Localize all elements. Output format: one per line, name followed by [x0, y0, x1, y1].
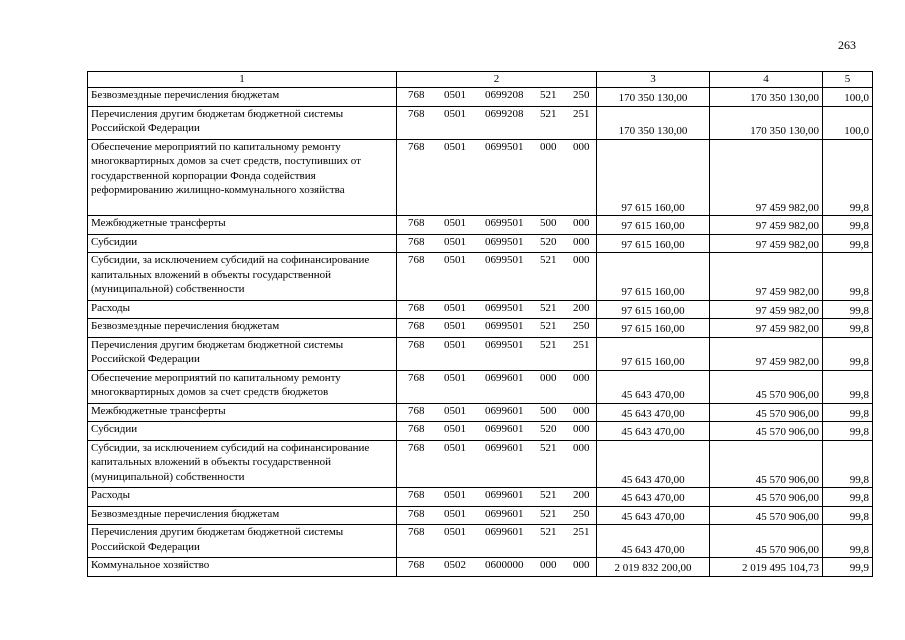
- table-row: [88, 88, 873, 107]
- code-type: 521: [540, 526, 557, 538]
- row-name: Обеспечение мероприятий по капитальному ремонту многоквартирных домов за счет средств, поступивших от государственной корпорации Фонда содействия реформированию жилищно-коммунального хозяйства: [88, 139, 397, 216]
- row-value-actual: 170 350 130,00: [710, 106, 823, 139]
- header-col-2: 2: [397, 72, 597, 88]
- row-name: Расходы: [88, 300, 397, 319]
- row-value-actual: 45 570 906,00: [710, 506, 823, 525]
- code-department: 768: [408, 254, 425, 266]
- code-section: 0501: [444, 254, 466, 266]
- table-row: [88, 525, 873, 558]
- code-section: 0502: [444, 559, 466, 571]
- header-col-4: 4: [710, 72, 823, 88]
- code-section: 0501: [444, 217, 466, 229]
- row-value-actual: 45 570 906,00: [710, 370, 823, 403]
- row-value-percent: 99,8: [823, 403, 873, 422]
- code-target: 0699601: [485, 404, 524, 417]
- code-type: 521: [540, 301, 557, 314]
- row-name: Расходы: [88, 488, 397, 507]
- code-type: 521: [540, 107, 557, 120]
- code-department: 768: [408, 371, 425, 384]
- row-value-percent: 99,8: [823, 525, 873, 558]
- table-row: [88, 506, 873, 525]
- row-codes: [397, 403, 597, 422]
- code-section: 0501: [444, 526, 466, 538]
- row-codes: [397, 88, 597, 107]
- code-kosgu: 000: [573, 254, 590, 266]
- row-value-actual: 45 570 906,00: [710, 422, 823, 441]
- header-col-5: 5: [823, 72, 873, 88]
- table-row: [88, 337, 873, 370]
- code-department: 768: [408, 338, 425, 351]
- code-department: 768: [408, 559, 425, 571]
- code-department: 768: [408, 423, 425, 435]
- code-kosgu: 000: [573, 140, 590, 153]
- row-value-plan: 97 615 160,00: [597, 300, 710, 319]
- code-section: 0501: [444, 320, 466, 332]
- code-department: 768: [408, 489, 425, 501]
- code-type: 500: [540, 404, 557, 417]
- code-target: 0699501: [485, 254, 524, 266]
- table-row: [88, 216, 873, 235]
- row-value-plan: 97 615 160,00: [597, 319, 710, 338]
- row-value-percent: 99,8: [823, 506, 873, 525]
- row-value-actual: 45 570 906,00: [710, 440, 823, 488]
- row-value-plan: 2 019 832 200,00: [597, 558, 710, 577]
- code-target: 0699501: [485, 140, 524, 153]
- row-value-plan: 97 615 160,00: [597, 253, 710, 301]
- code-type: 521: [540, 89, 557, 101]
- code-kosgu: 000: [573, 371, 590, 384]
- code-type: 521: [540, 254, 557, 266]
- code-type: 500: [540, 217, 557, 229]
- code-target: 0699601: [485, 489, 524, 501]
- code-target: 0699501: [485, 217, 524, 229]
- row-value-percent: 99,9: [823, 558, 873, 577]
- code-kosgu: 200: [573, 301, 590, 314]
- code-kosgu: 000: [573, 441, 590, 454]
- row-value-actual: 97 459 982,00: [710, 337, 823, 370]
- code-target: 0600000: [485, 559, 524, 571]
- page-number: 263: [838, 38, 856, 52]
- row-name: Перечисления другим бюджетам бюджетной системы Российской Федерации: [88, 337, 397, 370]
- code-target: 0699501: [485, 338, 524, 351]
- row-name: Перечисления другим бюджетам бюджетной системы Российской Федерации: [88, 525, 397, 558]
- row-codes: [397, 558, 597, 577]
- row-codes: [397, 234, 597, 253]
- row-name: Коммунальное хозяйство: [88, 558, 397, 577]
- code-department: 768: [408, 526, 425, 538]
- row-value-percent: 99,8: [823, 300, 873, 319]
- row-value-actual: 45 570 906,00: [710, 403, 823, 422]
- code-kosgu: 251: [573, 526, 590, 538]
- code-department: 768: [408, 441, 425, 454]
- row-name: Межбюджетные трансферты: [88, 403, 397, 422]
- code-kosgu: 000: [573, 423, 590, 435]
- code-target: 0699501: [485, 320, 524, 332]
- code-section: 0501: [444, 507, 466, 520]
- row-name: Межбюджетные трансферты: [88, 216, 397, 235]
- row-name: Субсидии: [88, 234, 397, 253]
- row-value-actual: 97 459 982,00: [710, 234, 823, 253]
- table-row: [88, 558, 873, 577]
- code-department: 768: [408, 107, 425, 120]
- code-target: 0699601: [485, 526, 524, 538]
- row-value-actual: 97 459 982,00: [710, 216, 823, 235]
- row-name: Обеспечение мероприятий по капитальному ремонту многоквартирных домов за счет средств бюджетов: [88, 370, 397, 403]
- code-type: 521: [540, 441, 557, 454]
- code-section: 0501: [444, 301, 466, 314]
- code-target: 0699208: [485, 89, 524, 101]
- table-row: [88, 403, 873, 422]
- code-kosgu: 000: [573, 217, 590, 229]
- row-value-plan: 97 615 160,00: [597, 337, 710, 370]
- code-department: 768: [408, 89, 425, 101]
- row-value-percent: 99,8: [823, 370, 873, 403]
- row-codes: [397, 440, 597, 488]
- code-target: 0699601: [485, 507, 524, 520]
- table-row: [88, 422, 873, 441]
- code-section: 0501: [444, 423, 466, 435]
- code-section: 0501: [444, 441, 466, 454]
- row-value-percent: 99,8: [823, 440, 873, 488]
- code-type: 521: [540, 489, 557, 501]
- code-type: 520: [540, 423, 557, 435]
- row-codes: [397, 422, 597, 441]
- header-col-1: 1: [88, 72, 397, 88]
- table-header-row: [88, 72, 873, 88]
- code-target: 0699501: [485, 235, 524, 248]
- code-kosgu: 000: [573, 235, 590, 248]
- code-kosgu: 200: [573, 489, 590, 501]
- header-col-3: 3: [597, 72, 710, 88]
- row-value-percent: 99,8: [823, 234, 873, 253]
- code-section: 0501: [444, 140, 466, 153]
- row-value-actual: 97 459 982,00: [710, 319, 823, 338]
- code-department: 768: [408, 320, 425, 332]
- code-kosgu: 000: [573, 559, 590, 571]
- code-target: 0699601: [485, 423, 524, 435]
- code-type: 520: [540, 235, 557, 248]
- code-department: 768: [408, 217, 425, 229]
- row-codes: [397, 253, 597, 301]
- row-value-percent: 100,0: [823, 88, 873, 107]
- code-section: 0501: [444, 489, 466, 501]
- table-row: [88, 319, 873, 338]
- row-value-percent: 100,0: [823, 106, 873, 139]
- row-name: Субсидии, за исключением субсидий на софинансирование капитальных вложений в объекты государственной (муниципальной) собственности: [88, 440, 397, 488]
- row-value-plan: 45 643 470,00: [597, 370, 710, 403]
- code-kosgu: 250: [573, 89, 590, 101]
- table-row: [88, 488, 873, 507]
- row-codes: [397, 300, 597, 319]
- row-value-plan: 170 350 130,00: [597, 88, 710, 107]
- table-row: [88, 370, 873, 403]
- table-row: [88, 300, 873, 319]
- table-row: [88, 253, 873, 301]
- row-value-actual: 45 570 906,00: [710, 488, 823, 507]
- code-section: 0501: [444, 338, 466, 351]
- code-department: 768: [408, 507, 425, 520]
- code-kosgu: 250: [573, 320, 590, 332]
- table-row: [88, 106, 873, 139]
- code-section: 0501: [444, 404, 466, 417]
- row-value-actual: 97 459 982,00: [710, 253, 823, 301]
- row-name: Безвозмездные перечисления бюджетам: [88, 506, 397, 525]
- row-value-plan: 45 643 470,00: [597, 525, 710, 558]
- table-row: [88, 440, 873, 488]
- code-kosgu: 250: [573, 507, 590, 520]
- row-value-percent: 99,8: [823, 337, 873, 370]
- row-name: Безвозмездные перечисления бюджетам: [88, 319, 397, 338]
- row-codes: [397, 139, 597, 216]
- code-section: 0501: [444, 371, 466, 384]
- row-value-percent: 99,8: [823, 319, 873, 338]
- row-codes: [397, 216, 597, 235]
- code-type: 521: [540, 320, 557, 332]
- code-target: 0699601: [485, 371, 524, 384]
- code-type: 000: [540, 140, 557, 153]
- row-value-actual: 45 570 906,00: [710, 525, 823, 558]
- row-value-plan: 97 615 160,00: [597, 216, 710, 235]
- code-section: 0501: [444, 235, 466, 248]
- code-department: 768: [408, 140, 425, 153]
- row-value-percent: 99,8: [823, 488, 873, 507]
- row-value-plan: 45 643 470,00: [597, 422, 710, 441]
- code-department: 768: [408, 235, 425, 248]
- code-kosgu: 251: [573, 338, 590, 351]
- code-section: 0501: [444, 107, 466, 120]
- row-codes: [397, 370, 597, 403]
- row-value-actual: 170 350 130,00: [710, 88, 823, 107]
- row-value-plan: 97 615 160,00: [597, 139, 710, 216]
- code-target: 0699208: [485, 107, 524, 120]
- row-value-plan: 45 643 470,00: [597, 440, 710, 488]
- code-section: 0501: [444, 89, 466, 101]
- code-department: 768: [408, 301, 425, 314]
- row-value-actual: 97 459 982,00: [710, 139, 823, 216]
- row-value-plan: 97 615 160,00: [597, 234, 710, 253]
- row-value-percent: 99,8: [823, 216, 873, 235]
- code-department: 768: [408, 404, 425, 417]
- table-row: [88, 139, 873, 216]
- row-value-actual: 97 459 982,00: [710, 300, 823, 319]
- budget-table: [87, 71, 873, 577]
- row-value-plan: 45 643 470,00: [597, 506, 710, 525]
- row-codes: [397, 106, 597, 139]
- row-value-actual: 2 019 495 104,73: [710, 558, 823, 577]
- row-value-percent: 99,8: [823, 139, 873, 216]
- row-codes: [397, 337, 597, 370]
- row-name: Безвозмездные перечисления бюджетам: [88, 88, 397, 107]
- code-kosgu: 251: [573, 107, 590, 120]
- row-value-percent: 99,8: [823, 253, 873, 301]
- code-type: 000: [540, 559, 557, 571]
- row-value-plan: 45 643 470,00: [597, 488, 710, 507]
- row-codes: [397, 525, 597, 558]
- row-codes: [397, 319, 597, 338]
- code-target: 0699601: [485, 441, 524, 454]
- row-value-plan: 45 643 470,00: [597, 403, 710, 422]
- code-type: 521: [540, 507, 557, 520]
- code-type: 521: [540, 338, 557, 351]
- code-type: 000: [540, 371, 557, 384]
- code-kosgu: 000: [573, 404, 590, 417]
- row-name: Перечисления другим бюджетам бюджетной системы Российской Федерации: [88, 106, 397, 139]
- row-value-percent: 99,8: [823, 422, 873, 441]
- row-name: Субсидии: [88, 422, 397, 441]
- row-value-plan: 170 350 130,00: [597, 106, 710, 139]
- row-codes: [397, 488, 597, 507]
- table-body: [88, 88, 873, 577]
- row-codes: [397, 506, 597, 525]
- table-row: [88, 234, 873, 253]
- code-target: 0699501: [485, 301, 524, 314]
- row-name: Субсидии, за исключением субсидий на софинансирование капитальных вложений в объекты государственной (муниципальной) собственности: [88, 253, 397, 301]
